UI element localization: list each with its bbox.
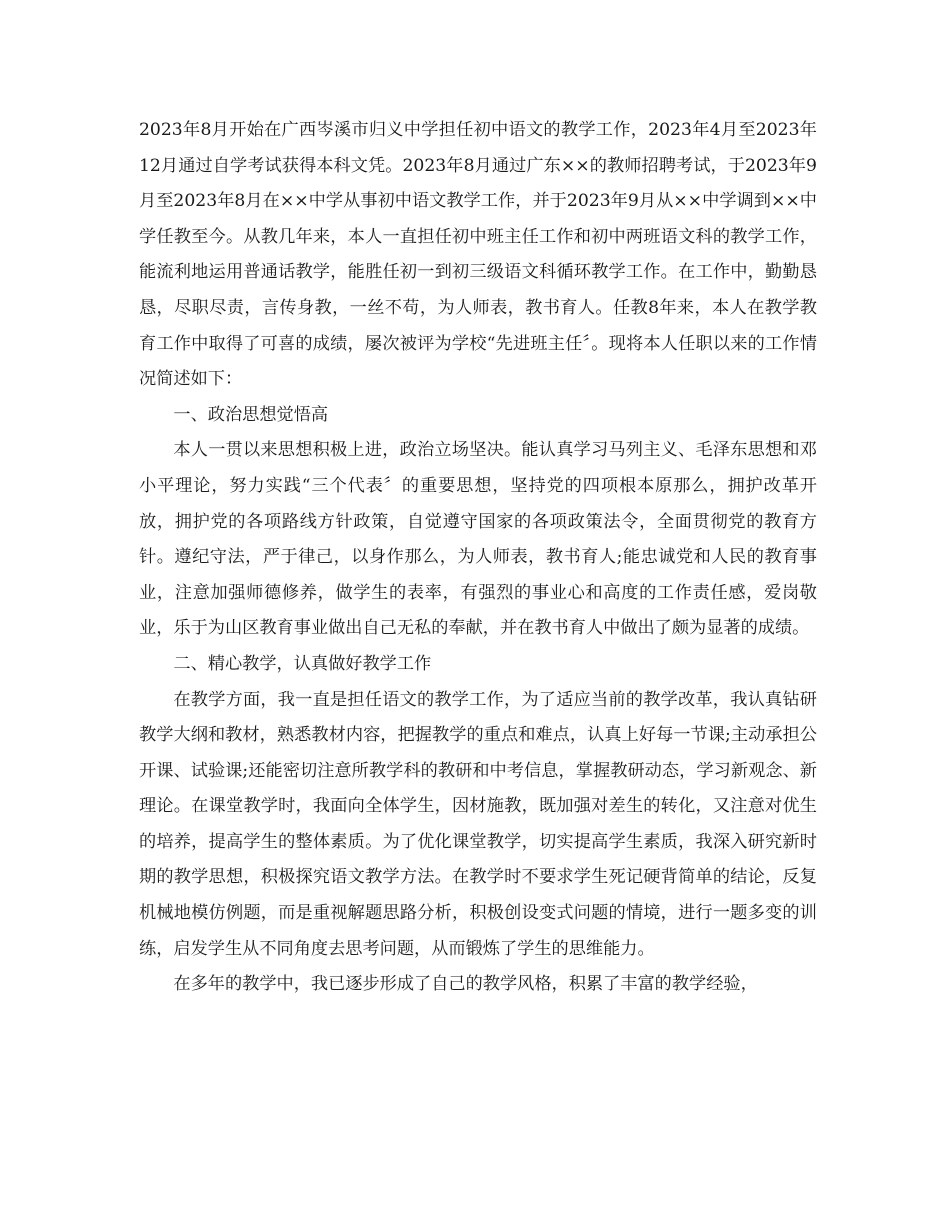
political-paragraph: 本人一贯以来思想积极上进，政治立场坚决。能认真学习马列主义、毛泽东思想和邓小平理论，努力实践“三个代表〞的重要思想，坚持党的四项根本原那么，拥护改革开放，拥护党的各项路线方针政策，自觉遵守国家的各项政策法令，全面贯彻党的教育方针。遵纪守法，严于律己，以身作那么，为人师表，教书育人;能忠诚党和人民的教育事业，注意加强师德修养，做学生的表率，有强烈的事业心和高度的工作责任感，爱岗敬业，乐于为山区教育事业做出自己无私的奉献，并在教书育人中做出了颇为显著的成绩。 [139,440,817,639]
document-body [139,113,817,1003]
experience-paragraph: 在多年的教学中，我已逐步形成了自己的教学风格，积累了丰富的教学经验， [173,974,758,995]
section-heading-teaching: 二、精心教学，认真做好教学工作 [173,653,432,674]
teaching-paragraph: 在教学方面，我一直是担任语文的教学工作，为了适应当前的教学改革，我认真钻研教学大纲和教材，熟悉教材内容，把握教学的重点和难点，认真上好每一节课;主动承担公开课、试验课;还能密切注意所教学科的教研和中考信息，掌握教研动态，学习新观念、新理论。在课堂教学时，我面向全体学生，因材施教，既加强对差生的转化，又注意对优生的培养，提高学生的整体素质。为了优化课堂教学，切实提高学生素质，我深入研究新时期的教学思想，积极探究语文教学方法。在教学时不要求学生死记硬背简单的结论，反复机械地模仿例题，而是重视解题思路分析，积极创设变式问题的情境，进行一题多变的训练，启发学生从不同角度去思考问题，从而锻炼了学生的思维能力。 [139,689,817,959]
section-heading-political: 一、政治思想觉悟高 [173,404,329,425]
intro-paragraph: 2023年8月开始在广西岑溪市归义中学担任初中语文的教学工作，2023年4月至2023年12月通过自学考试获得本科文凭。2023年8月通过广东××的教师招聘考试，于2023年9月至2023年8月在××中学从事初中语文教学工作，并于2023年9月从××中学调到××中学任教至今。从教几年来，本人一直担任初中班主任工作和初中两班语文科的教学工作，能流利地运用普通话教学，能胜任初一到初三级语文科循环教学工作。在工作中，勤勤恳恳，尽职尽责，言传身教，一丝不苟，为人师表，教书育人。任教8年来，本人在教学教育工作中取得了可喜的成绩，屡次被评为学校“先进班主任〞。现将本人任职以来的工作情况简述如下： [139,120,817,390]
